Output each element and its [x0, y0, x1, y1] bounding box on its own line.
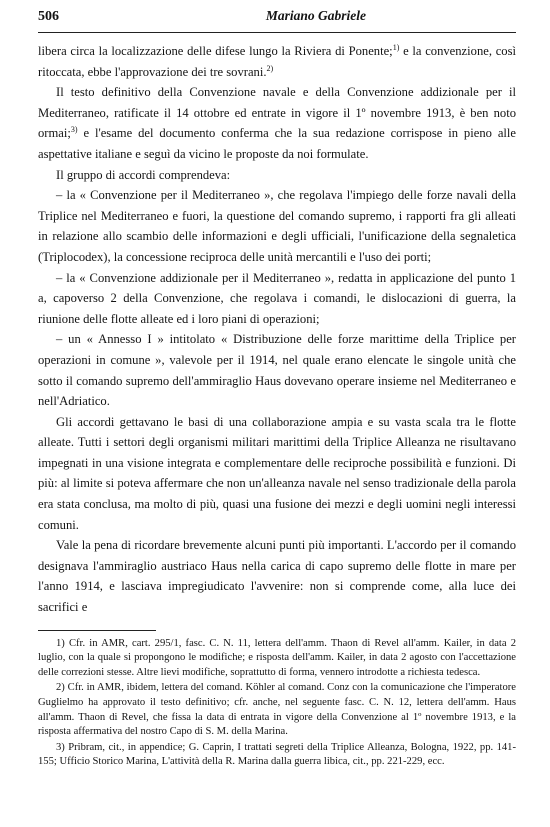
paragraph: Il gruppo di accordi comprendeva:	[56, 167, 231, 182]
book-page	[38, 8, 516, 771]
paragraph: Vale la pena di ricordare brevemente alcuni punti più importanti. L'accordo per il comando designava l'ammiraglio austriaco Haus nella carica di capo supremo delle flotte in mare per l'anno 1914, e lasciava impregiudicato l'avvenire: non si comprende come, alla luce dei sacrifici e	[38, 538, 516, 615]
footnote: 1) Cfr. in AMR, cart. 295/1, fasc. C. N. 11, lettera dell'amm. Thaon di Revel all'amm. Kailer, in data 2 luglio, con la quale si propongono le modifiche; e risposta dell'amm. Kailer, in data 2 agosto con l'accettazione delle correzioni stesse. Altre lievi modifiche, soprattutto di forma, vennero introdotte a richiesta tedesca.	[38, 637, 516, 678]
footnote-ref: 2)	[266, 63, 274, 73]
footnote-ref: 1)	[392, 42, 400, 52]
page-header	[38, 8, 516, 33]
paragraph: Gli accordi gettavano le basi di una collaborazione ampia e su vasta scala tra le flotte alleate. Tutti i settori degli organismi militari marittimi della Triplice Alleanza ne risultavano impegnati in una visione integrata e complementare delle reciproche possibilità e funzioni. Di più: al limite si poteva affermare che non un'alleanza navale nel senso tradizionale della parola era stata conclusa, ma molto di più, quasi una fusione dei mezzi e degli uomini negli interessi comuni.	[38, 414, 516, 532]
footnotes	[38, 637, 516, 770]
list-item: – un « Annesso I » intitolato « Distribuzione delle forze marittime della Triplice per operazioni in comune », valevole per il 1914, nel quale erano elencate le singole unità che sotto il comando supremo dell'ammiraglio Haus dovevano operare insieme nel Mediterraneo e nell'Adriatico.	[38, 332, 516, 409]
footnote-separator	[38, 630, 156, 631]
paragraph: Il testo definitivo della Convenzione navale e della Convenzione addizionale per il Mediterraneo, ratificate il 14 ottobre ed entrate in vigore il 1º novembre 1913, è ben noto ormai;$^{3)}$ e l'esame del documento conferma che la sua redazione corrispose in pieno alle aspettative italiane e seguì da vicino le proposte da noi formulate.	[38, 85, 516, 161]
list-item: – la « Convenzione addizionale per il Mediterraneo », redatta in applicazione del punto 1 a, capoverso 2 della Convenzione, che regolava i comandi, le dislocazioni di guerra, la riunione delle flotte alleate ed i loro piani di operazioni;	[38, 270, 516, 326]
page-number: 506	[38, 9, 59, 24]
footnote: 2) Cfr. in AMR, ibidem, lettera del comand. Köhler al comand. Conz con la comunicazione che l'imperatore Guglielmo ha approvato il testo definitivo; cfr. anche, nel seguente fasc. C. N. 12, lettera dell'amm. Haus all'amm. Thaon di Revel, che fissa la data di entrata in vigore della Convenzione al 1º novembre 1913, e la risposta affermativa del nostro Capo di S. M. della Marina.	[38, 682, 516, 738]
footnote: 3) Pribram, cit., in appendice; G. Caprin, I trattati segreti della Triplice Alleanza, Bologna, 1922, pp. 141-155; Ufficio Storico Marina, L'attività della R. Marina dalla guerra libica, cit., pp. 221-229, ecc.	[38, 741, 516, 768]
paragraph: libera circa la localizzazione delle difese lungo la Riviera di Ponente;$^{1)}$ e la convenzione, così ritoccata, ebbe l'approvazione dei tre sovrani.$^{2)}$	[38, 42, 516, 79]
body-text	[38, 41, 516, 618]
footnote-ref: 3)	[70, 125, 78, 135]
running-head: Mariano Gabriele	[265, 8, 366, 23]
list-item: – la « Convenzione per il Mediterraneo », che regolava l'impiego delle forze navali della Triplice nel Mediterraneo e fuori, la questione del comando supremo, i rapporti fra gli alleati in relazione allo scambio delle informazioni e degli ufficiali, l'unificazione della segnaletica (Triplocodex), la concessione reciproca delle unità mercantili e l'uso dei porti;	[38, 188, 516, 264]
